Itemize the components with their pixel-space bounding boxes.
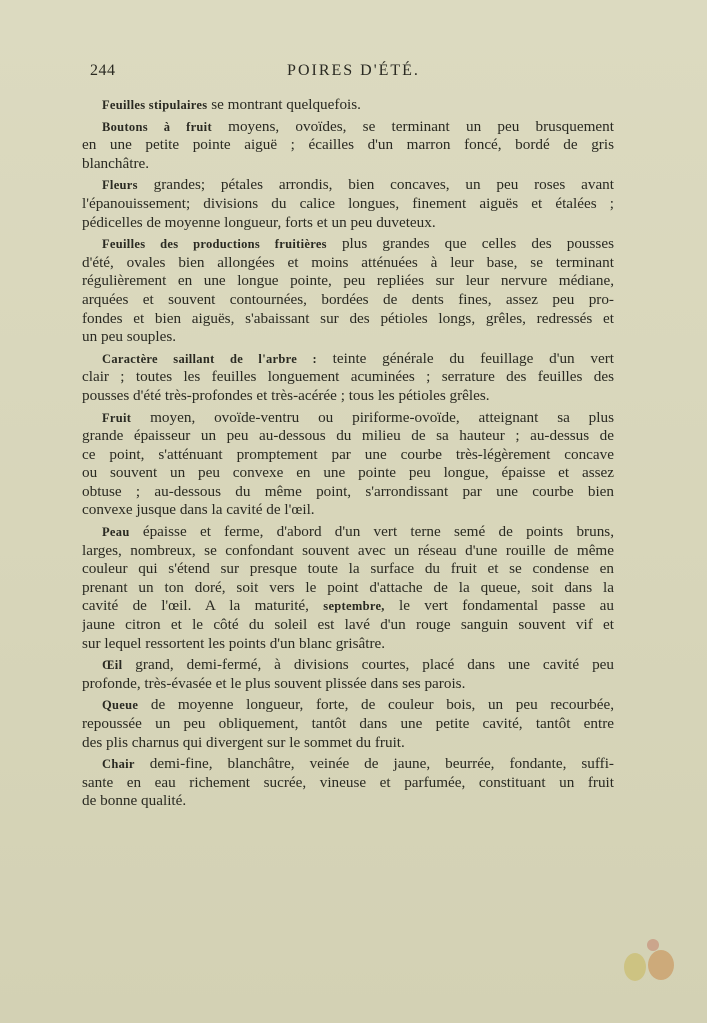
text-line — [82, 792, 614, 811]
text-line — [82, 542, 614, 561]
line-text: pousses d'été très-profondes et très-acérée ; tous les pétioles grêles. — [82, 386, 490, 404]
text-line — [82, 176, 614, 195]
line-text: ou souvent un peu convexe en une pointe peu longue, épaisse et assez — [82, 464, 614, 482]
line-text: teinte générale du feuillage d'un vert — [316, 349, 614, 367]
text-line — [82, 195, 614, 214]
line-text: grandes; pétales arrondis, bien concaves, un peu roses avant — [137, 176, 614, 194]
paragraph-lead: Boutons à fruit — [102, 119, 212, 134]
line-text: se montrant quelquefois. — [207, 96, 361, 113]
line-text: arquées et souvent contournées, bordées de dents fines, assez peu pro- — [82, 290, 614, 308]
paragraph — [82, 235, 614, 347]
text-line — [82, 755, 614, 774]
text-line — [82, 464, 614, 483]
pear-illustration-fragment — [605, 925, 693, 990]
text-line — [82, 560, 614, 579]
text-line — [82, 235, 614, 254]
line-text: en une petite pointe aiguë ; écailles d'un marron foncé, bordé de gris — [82, 136, 614, 154]
paragraph-lead: Queue — [102, 698, 139, 713]
text-line — [82, 696, 614, 715]
line-text: profonde, très-évasée et le plus souvent plissée dans ses parois. — [82, 674, 466, 692]
text-line — [82, 501, 614, 520]
text-line — [82, 635, 614, 654]
paragraph-lead: Fleurs — [102, 178, 138, 193]
line-text: plus grandes que celles des pousses — [326, 235, 614, 253]
line-text: convexe jusque dans la cavité de l'œil. — [82, 501, 315, 519]
text-line — [82, 350, 614, 369]
text-line — [82, 118, 614, 137]
line-text: régulièrement en une longue pointe, peu repliées sur leur nervure médiane, — [82, 272, 614, 290]
paragraph-lead: Fruit — [102, 410, 132, 425]
text-line — [82, 616, 614, 635]
text-line — [82, 656, 614, 675]
line-text: blanchâtre. — [82, 154, 150, 172]
paragraph — [82, 409, 614, 521]
line-text: d'été, ovales bien allongées et moins atténuées à leur base, se terminant — [82, 253, 614, 271]
line-text: l'épanouissement; divisions du calice longues, finement aiguës et étalées ; — [82, 194, 614, 212]
line-text: cavité de l'œil. A la maturité, — [82, 597, 324, 615]
page-body — [82, 96, 614, 814]
paragraph — [82, 656, 614, 693]
text-line — [82, 523, 614, 542]
text-line — [82, 675, 614, 694]
paragraph — [82, 755, 614, 811]
text-line — [82, 597, 614, 616]
paragraph — [82, 350, 614, 406]
text-line — [82, 579, 614, 598]
text-line — [82, 427, 614, 446]
line-text: le vert fondamental passe au — [384, 597, 614, 615]
paragraph-lead: Feuilles stipulaires — [102, 98, 208, 112]
line-text: moyen, ovoïde-ventru ou piriforme-ovoïde, atteignant sa plus — [131, 408, 614, 426]
text-line — [82, 214, 614, 233]
text-line — [82, 155, 614, 174]
paragraph-lead: Chair — [102, 757, 135, 772]
text-line — [82, 734, 614, 753]
paragraph — [82, 118, 614, 174]
paragraph-lead: Peau — [102, 525, 130, 540]
paragraph-lead: Caractère saillant de l'arbre : — [102, 351, 317, 366]
paragraph — [82, 696, 614, 752]
running-title: POIRES D'ÉTÉ. — [287, 62, 420, 79]
line-text: sur lequel ressortent les points d'un blanc grisâtre. — [82, 634, 386, 652]
text-line — [82, 328, 614, 347]
line-text: repoussée un peu obliquement, tantôt dans une petite cavité, tantôt entre — [82, 715, 614, 732]
line-text: prenant un ton doré, soit vers le point d'attache de la queue, soit dans la — [82, 578, 614, 596]
text-line — [82, 715, 614, 734]
line-text: grande épaisseur un peu au-dessous du milieu de sa hauteur ; au-dessus de — [82, 427, 614, 445]
line-text: obtuse ; au-dessous du même point, s'arrondissant par une courbe bien — [82, 482, 614, 500]
text-line — [82, 96, 614, 115]
line-text: ce point, s'atténuant promptement par une courbe très-légèrement concave — [82, 445, 614, 463]
bold-inline-text: septembre, — [323, 599, 385, 614]
text-line — [82, 774, 614, 793]
line-text: un peu souples. — [82, 328, 177, 346]
text-line — [82, 291, 614, 310]
line-text: de moyenne longueur, forte, de couleur bois, un peu recourbée, — [138, 696, 614, 714]
line-text: grand, demi-fermé, à divisions courtes, placé dans une cavité peu — [122, 656, 614, 674]
text-line — [82, 272, 614, 291]
text-line — [82, 409, 614, 428]
line-text: larges, nombreux, se confondant souvent avec un réseau d'une rouille de même — [82, 541, 614, 559]
text-line — [82, 446, 614, 465]
text-line — [82, 387, 614, 406]
line-text: de bonne qualité. — [82, 792, 187, 810]
paragraph-lead: Œil — [102, 658, 123, 673]
line-text: clair ; toutes les feuilles longuement acuminées ; serrature des feuilles des — [82, 368, 614, 386]
line-text: demi-fine, blanchâtre, veinée de jaune, beurrée, fondante, suffi- — [134, 755, 614, 773]
line-text: moyens, ovoïdes, se terminant un peu brusquement — [211, 117, 614, 135]
line-text: jaune citron et le côté du soleil est lavé d'un rouge sanguin souvent vif et — [82, 616, 614, 634]
line-text: des plis charnus qui divergent sur le sommet du fruit. — [82, 733, 405, 751]
line-text: pédicelles de moyenne longueur, forts et un peu duveteux. — [82, 213, 436, 231]
text-line — [82, 483, 614, 502]
text-line — [82, 368, 614, 387]
text-line — [82, 136, 614, 155]
line-text: épaisse et ferme, d'abord d'un vert terne semé de points bruns, — [129, 523, 614, 541]
text-line — [82, 310, 614, 329]
page-number: 244 — [90, 62, 116, 79]
paragraph — [82, 96, 614, 115]
paragraph — [82, 176, 614, 232]
text-line — [82, 254, 614, 273]
line-text: fondes et bien aiguës, s'abaissant sur des pétioles longs, grêles, redressés et — [82, 309, 614, 327]
line-text: couleur qui s'étend sur presque toute la surface du fruit et se condense en — [82, 560, 614, 578]
paragraph-lead: Feuilles des productions fruitières — [102, 237, 327, 252]
paragraph — [82, 523, 614, 653]
line-text: sante en eau richement sucrée, vineuse et parfumée, constituant un fruit — [82, 773, 614, 791]
